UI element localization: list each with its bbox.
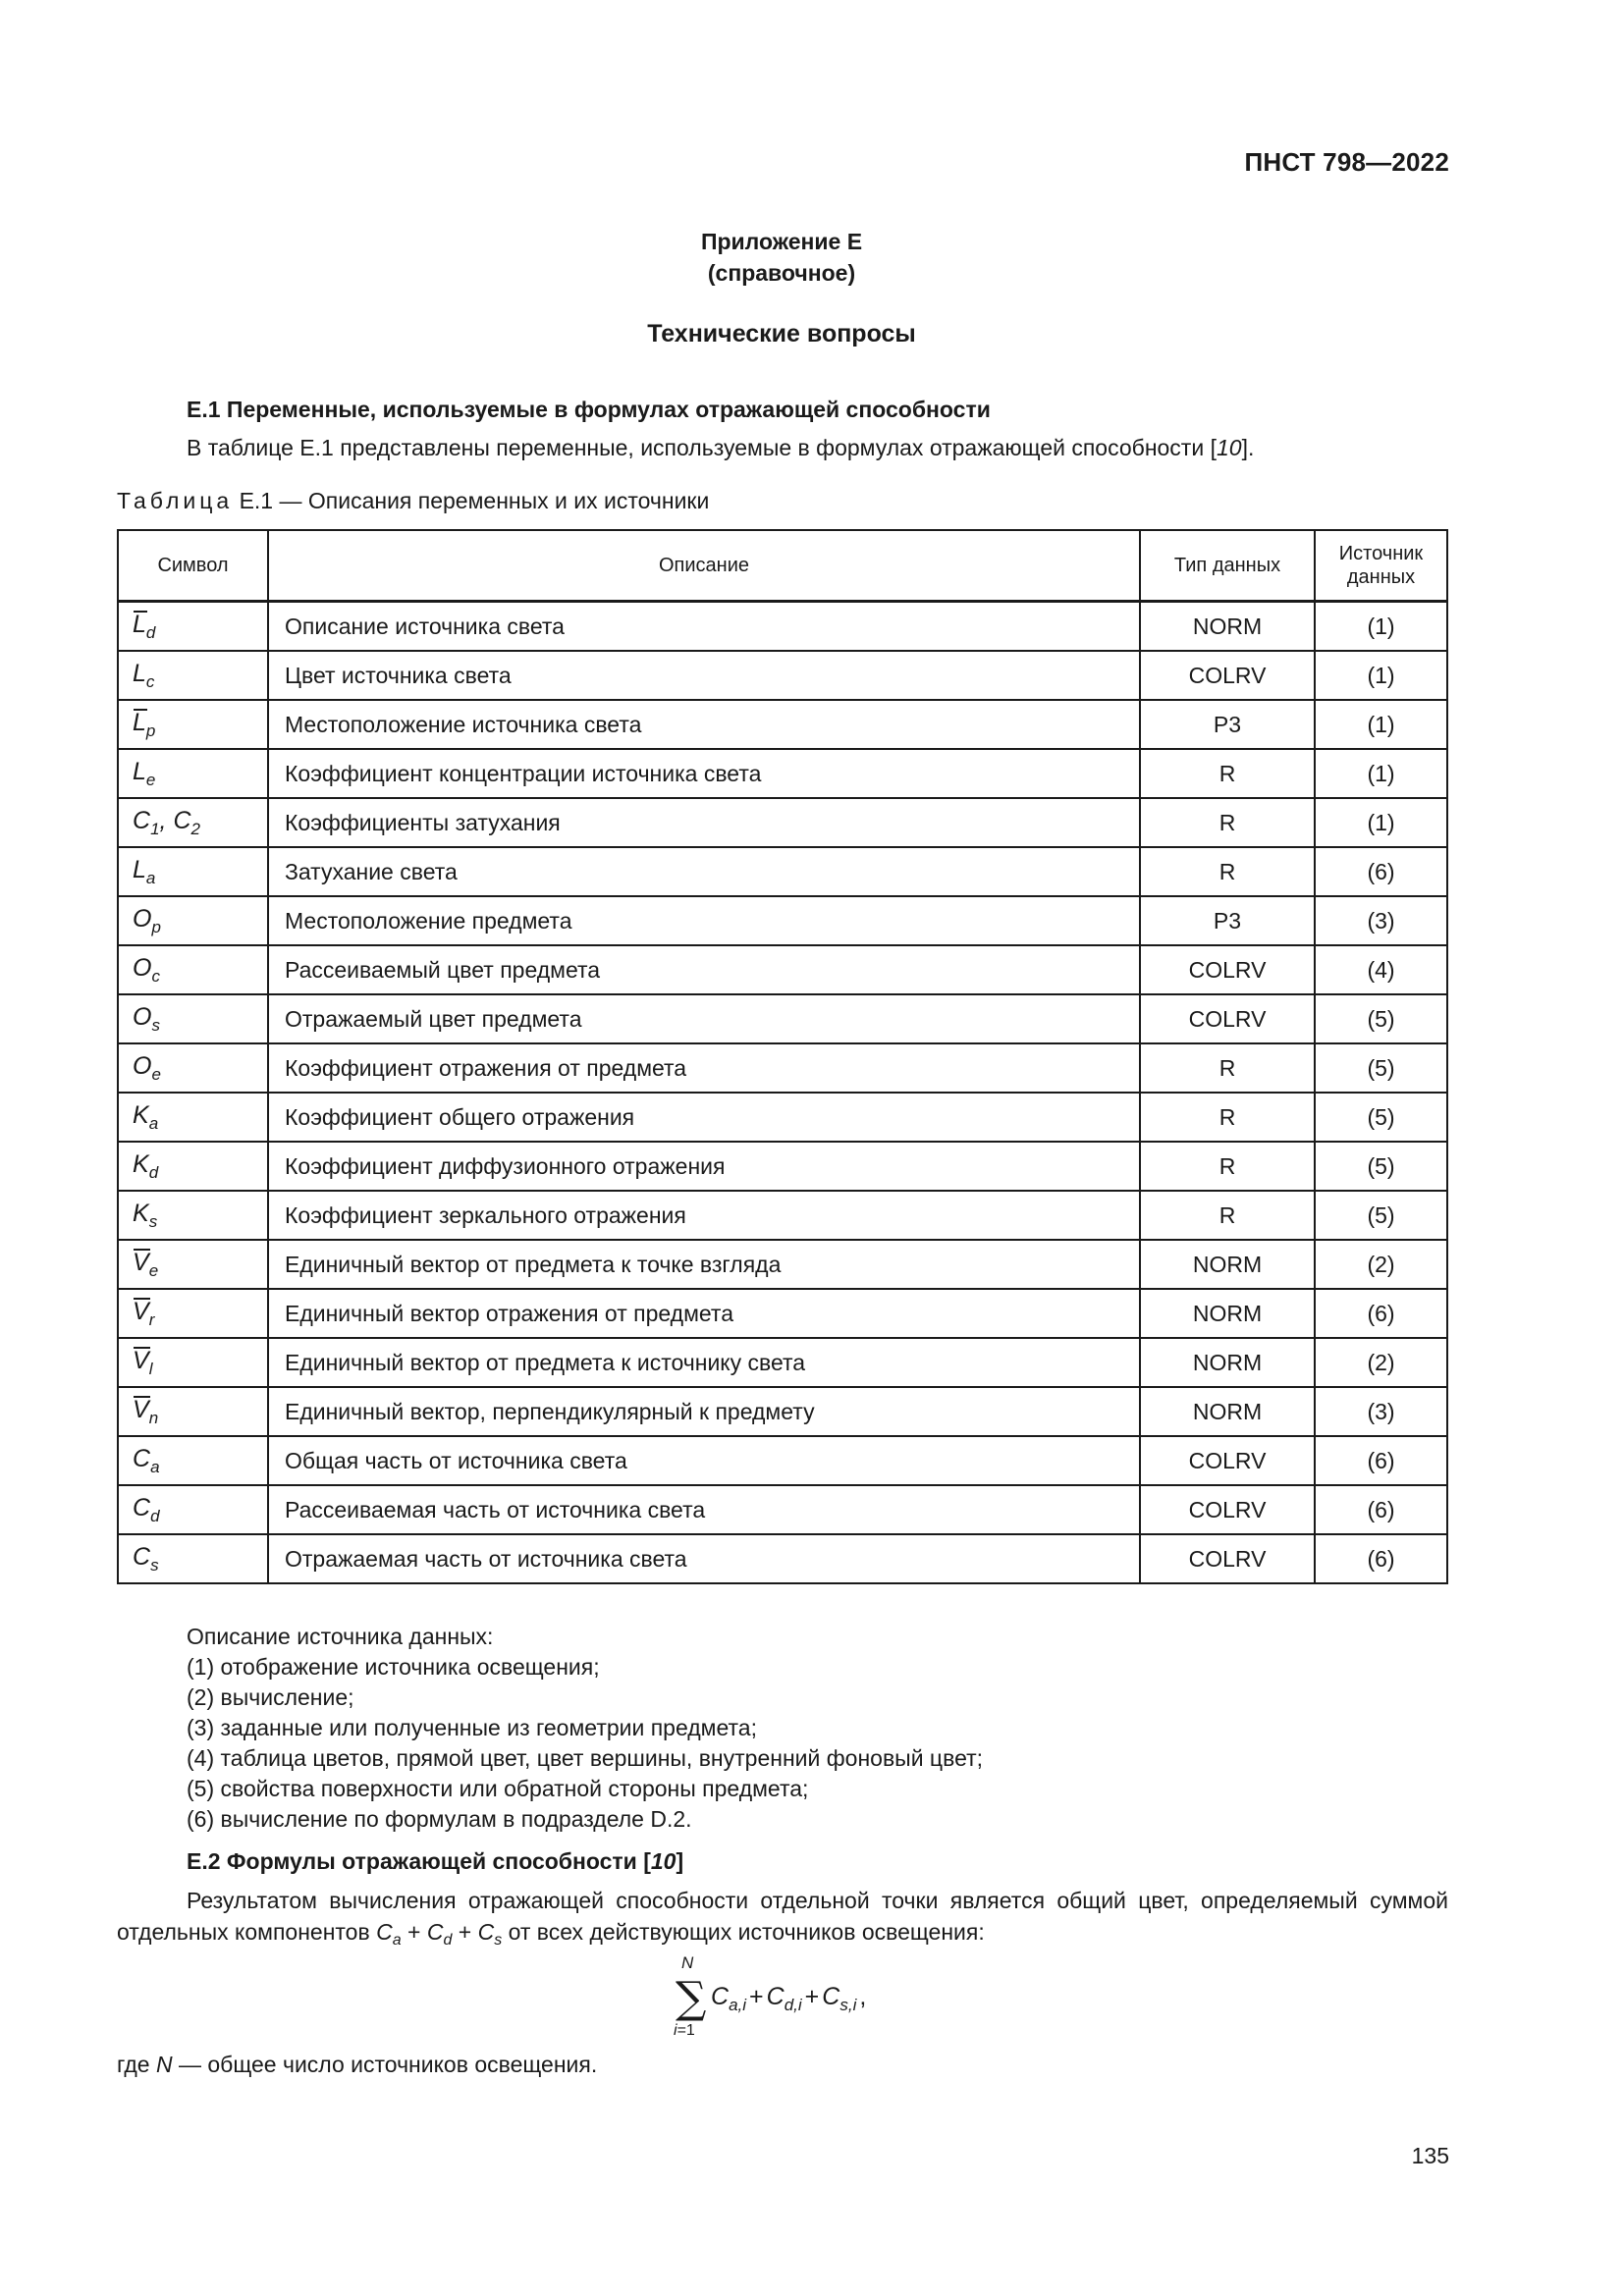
description-cell: Отражаемая часть от источника света [268,1534,1140,1583]
var-c: C [376,1919,393,1945]
term-sub: d,i [784,1996,802,2014]
symbol [133,1395,159,1427]
table-row [118,1191,1447,1240]
data-type-cell: NORM [1140,1240,1315,1289]
data-type-cell: NORM [1140,602,1315,652]
data-type-cell: P3 [1140,896,1315,945]
data-source-cell: (5) [1315,994,1447,1043]
header-source-line2: данных [1346,566,1416,588]
symbol-subscript: p [151,917,161,936]
table-row [118,1289,1447,1338]
paragraph-text-end: от всех действующих источников освещения: [502,1919,985,1945]
symbol-subscript: a [148,1113,159,1133]
sum-formula [668,1953,982,2042]
symbol-letter: O [133,904,152,933]
symbol [133,1051,161,1084]
where-text-end: — общее число источников освещения. [172,2052,598,2077]
symbol-cell [118,602,268,652]
annex-heading [0,226,1563,289]
reference-number: 10 [650,1848,677,1874]
symbol-subscript: p [145,721,156,740]
symbol [133,1149,159,1182]
symbol [133,659,155,691]
notes-line: (2) вычисление; [187,1684,354,1710]
symbol-cell [118,847,268,896]
data-type-cell: R [1140,847,1315,896]
symbol-subscript: c [151,966,160,986]
data-source-cell: (6) [1315,1485,1447,1534]
symbol-cell [118,700,268,749]
description-cell: Общая часть от источника света [268,1436,1140,1485]
data-source-cell: (5) [1315,1191,1447,1240]
table-row [118,1043,1447,1093]
term-c: C [711,1983,730,2010]
plus-sign: + [804,1983,820,2010]
data-source-cell: (3) [1315,896,1447,945]
data-type-cell: COLRV [1140,1485,1315,1534]
paragraph-e1 [187,435,1254,461]
symbol-subscript: s [150,1555,159,1575]
description-cell: Затухание света [268,847,1140,896]
subsection-heading-e2 [187,1848,683,1875]
header-data-type: Тип данных [1140,530,1315,602]
table-row [118,798,1447,847]
symbol-cell [118,945,268,994]
table-row [118,1142,1447,1191]
symbol [133,1493,160,1525]
symbol-subscript: s [148,1211,158,1231]
data-type-cell: NORM [1140,1338,1315,1387]
heading-text: Е.2 Формулы отражающей способности [ [187,1848,651,1874]
symbol-subscript: e [148,1260,159,1280]
table-row [118,1093,1447,1142]
table-row [118,1436,1447,1485]
symbol-cell [118,1240,268,1289]
symbol [133,1444,160,1476]
data-source-cell: (2) [1315,1338,1447,1387]
table-row [118,602,1447,652]
table-row [118,945,1447,994]
description-cell: Местоположение источника света [268,700,1140,749]
formula-explanation [117,2052,597,2078]
plus-sign: + [401,1919,427,1945]
sum-lower-limit [674,2022,695,2040]
heading-text-end: ] [676,1848,684,1874]
symbol-letter: C [133,1493,151,1522]
term-sub: s,i [839,1996,857,2014]
description-cell: Местоположение предмета [268,896,1140,945]
notes-line: (6) вычисление по формулам в подразделе D.2. [187,1806,692,1832]
data-type-cell: NORM [1140,1289,1315,1338]
description-cell: Описание источника света [268,602,1140,652]
symbol [133,1002,160,1035]
document-code: ПНСТ 798—2022 [1244,147,1449,177]
symbol [133,1346,153,1378]
var-sub: d [443,1932,453,1949]
data-type-cell: COLRV [1140,1534,1315,1583]
where-text: где [117,2052,156,2077]
description-cell: Рассеиваемый цвет предмета [268,945,1140,994]
paragraph-e2 [117,1885,1448,1956]
notes-line: (1) отображение источника освещения; [187,1654,600,1680]
vector-symbol: V [133,1346,149,1374]
paragraph-text-end: ]. [1241,435,1255,460]
term-c: C [766,1983,785,2010]
description-cell: Единичный вектор отражения от предмета [268,1289,1140,1338]
data-type-cell: COLRV [1140,651,1315,700]
symbol-cell [118,1485,268,1534]
notes-line: Описание источника данных: [187,1624,494,1649]
var-sub: s [494,1932,503,1949]
description-cell: Коэффициент отражения от предмета [268,1043,1140,1093]
symbol-letter: C [133,1444,151,1472]
table-caption [117,488,709,514]
sum-expression [711,1983,869,2015]
symbol-subscript: d [150,1506,160,1525]
variables-table [117,529,1448,1584]
symbol [133,1199,158,1231]
header-symbol: Символ [118,530,268,602]
symbol-cell [118,1387,268,1436]
subsection-heading-e1: Е.1 Переменные, используемые в формулах отражающей способности [187,397,991,422]
symbol-letter: L [133,659,146,687]
table-body [118,602,1447,1584]
sum-index: i [674,2022,677,2039]
notes-line: (3) заданные или полученные из геометрии предмета; [187,1715,757,1740]
symbol [133,953,160,986]
table-row [118,749,1447,798]
symbol-subscript: a [145,868,156,887]
annex-subtitle: (справочное) [707,260,856,286]
header-source-line1: Источник [1338,543,1424,564]
data-source-cell: (1) [1315,700,1447,749]
var-c: C [426,1919,444,1945]
table-row [118,700,1447,749]
description-cell: Единичный вектор от предмета к источнику света [268,1338,1140,1387]
page-number: 135 [1411,2143,1449,2168]
notes-line: (5) свойства поверхности или обратной стороны предмета; [187,1776,809,1801]
table-row [118,847,1447,896]
data-type-cell: R [1140,749,1315,798]
symbol-cell [118,1093,268,1142]
description-cell: Коэффициент зеркального отражения [268,1191,1140,1240]
table-row [118,1485,1447,1534]
symbol-subscript: d [145,622,156,642]
data-type-cell: R [1140,1142,1315,1191]
data-source-cell: (1) [1315,651,1447,700]
symbol [133,855,156,887]
plus-sign: + [749,1983,764,2010]
data-type-cell: NORM [1140,1387,1315,1436]
symbol-letter: L [133,855,146,883]
comma: , [859,1983,867,2010]
symbol-letter: O [133,1002,152,1031]
description-cell: Рассеиваемая часть от источника света [268,1485,1140,1534]
data-source-cell: (1) [1315,602,1447,652]
data-type-cell: P3 [1140,700,1315,749]
description-cell: Отражаемый цвет предмета [268,994,1140,1043]
description-cell: Коэффициенты затухания [268,798,1140,847]
table-row [118,994,1447,1043]
table-row [118,1338,1447,1387]
header-description: Описание [268,530,1140,602]
table-header-row [118,530,1447,602]
symbol-letter: L [133,757,146,785]
data-source-cell: (4) [1315,945,1447,994]
data-source-notes [187,1622,983,1835]
vector-symbol: V [133,1248,149,1276]
symbol-letter: C [133,1542,151,1571]
vector-symbol: L [133,610,146,638]
symbol [133,904,161,936]
reference-number: 10 [1216,435,1242,460]
data-type-cell: R [1140,1093,1315,1142]
plus-sign: + [452,1919,478,1945]
var-c: C [477,1919,495,1945]
symbol-letter: K [133,1100,149,1129]
symbol-subscript: n [148,1408,159,1427]
data-source-cell: (6) [1315,1436,1447,1485]
symbol-cell [118,1289,268,1338]
symbol-letter: O [133,953,152,982]
data-source-cell: (5) [1315,1043,1447,1093]
symbol-subscript: a [150,1457,160,1476]
section-title: Технические вопросы [647,320,916,347]
symbol-letter: O [133,1051,152,1080]
data-type-cell: R [1140,1043,1315,1093]
symbol: $C_1$, $C_2$ [133,806,200,838]
description-cell: Коэффициент диффузионного отражения [268,1142,1140,1191]
symbol-letter: C [173,806,191,834]
table-row [118,1387,1447,1436]
symbol-cell [118,1043,268,1093]
data-type-cell: COLRV [1140,1436,1315,1485]
paragraph-text: Результатом вычисления отражающей способности отдельной точки является общий цвет, определяемый суммой отдельных компонентов [117,1888,1448,1945]
description-cell: Цвет источника света [268,651,1140,700]
symbol [133,708,156,740]
vector-symbol: V [133,1395,149,1423]
description-cell: Единичный вектор, перпендикулярный к предмету [268,1387,1140,1436]
symbol-subscript: 1 [150,819,160,838]
data-source-cell: (2) [1315,1240,1447,1289]
symbol-subscript: c [145,671,155,691]
data-source-cell: (1) [1315,749,1447,798]
symbol-cell [118,1534,268,1583]
symbol [133,610,156,642]
symbol [133,1542,159,1575]
symbol [133,757,156,789]
var-sub: a [392,1932,402,1949]
vector-symbol: V [133,1297,149,1325]
data-type-cell: R [1140,1191,1315,1240]
table-row [118,1534,1447,1583]
table-row [118,1240,1447,1289]
symbol-subscript: e [151,1064,161,1084]
symbol-subscript: 2 [190,819,200,838]
symbol-cell [118,1191,268,1240]
description-cell: Коэффициент общего отражения [268,1093,1140,1142]
data-source-cell: (1) [1315,798,1447,847]
symbol-cell [118,749,268,798]
data-source-cell: (5) [1315,1142,1447,1191]
symbol-subscript: d [148,1162,159,1182]
symbol-subscript: r [148,1309,155,1329]
data-type-cell: COLRV [1140,945,1315,994]
symbol-subscript: l [148,1359,153,1378]
data-source-cell: (6) [1315,1289,1447,1338]
data-type-cell: R [1140,798,1315,847]
paragraph-text: В таблице Е.1 представлены переменные, используемые в формулах отражающей способности [ [187,435,1217,460]
table-row [118,896,1447,945]
table-caption-label: Таблица [117,488,234,513]
symbol [133,1100,159,1133]
term-c: C [822,1983,840,2010]
sigma-symbol: ∑ [676,1973,707,2023]
symbol-cell [118,798,268,847]
symbol-cell [118,1338,268,1387]
table-row [118,651,1447,700]
data-source-cell: (6) [1315,847,1447,896]
sum-start: =1 [677,2022,695,2039]
symbol-letter: K [133,1199,149,1227]
symbol-cell [118,1436,268,1485]
data-source-cell: (6) [1315,1534,1447,1583]
header-data-source [1315,530,1447,602]
annex-title: Приложение Е [700,229,863,254]
description-cell: Единичный вектор от предмета к точке взгляда [268,1240,1140,1289]
symbol-letter: C [133,806,151,834]
symbol [133,1297,155,1329]
table-caption-text: Е.1 — Описания переменных и их источники [233,488,710,513]
term-sub: a,i [729,1996,747,2014]
data-source-cell: (5) [1315,1093,1447,1142]
symbol-cell [118,896,268,945]
symbol [133,1248,159,1280]
symbol-cell [118,651,268,700]
symbol-letter: K [133,1149,149,1178]
notes-line: (4) таблица цветов, прямой цвет, цвет вершины, внутренний фоновый цвет; [187,1745,984,1771]
symbol-cell [118,994,268,1043]
symbol-subscript: e [145,770,156,789]
sum-upper-limit: N [681,1953,694,1972]
symbol-cell [118,1142,268,1191]
data-source-cell: (3) [1315,1387,1447,1436]
description-cell: Коэффициент концентрации источника света [268,749,1140,798]
symbol-subscript: s [151,1015,160,1035]
vector-symbol: L [133,708,146,736]
var-n: N [155,2052,173,2077]
data-type-cell: COLRV [1140,994,1315,1043]
